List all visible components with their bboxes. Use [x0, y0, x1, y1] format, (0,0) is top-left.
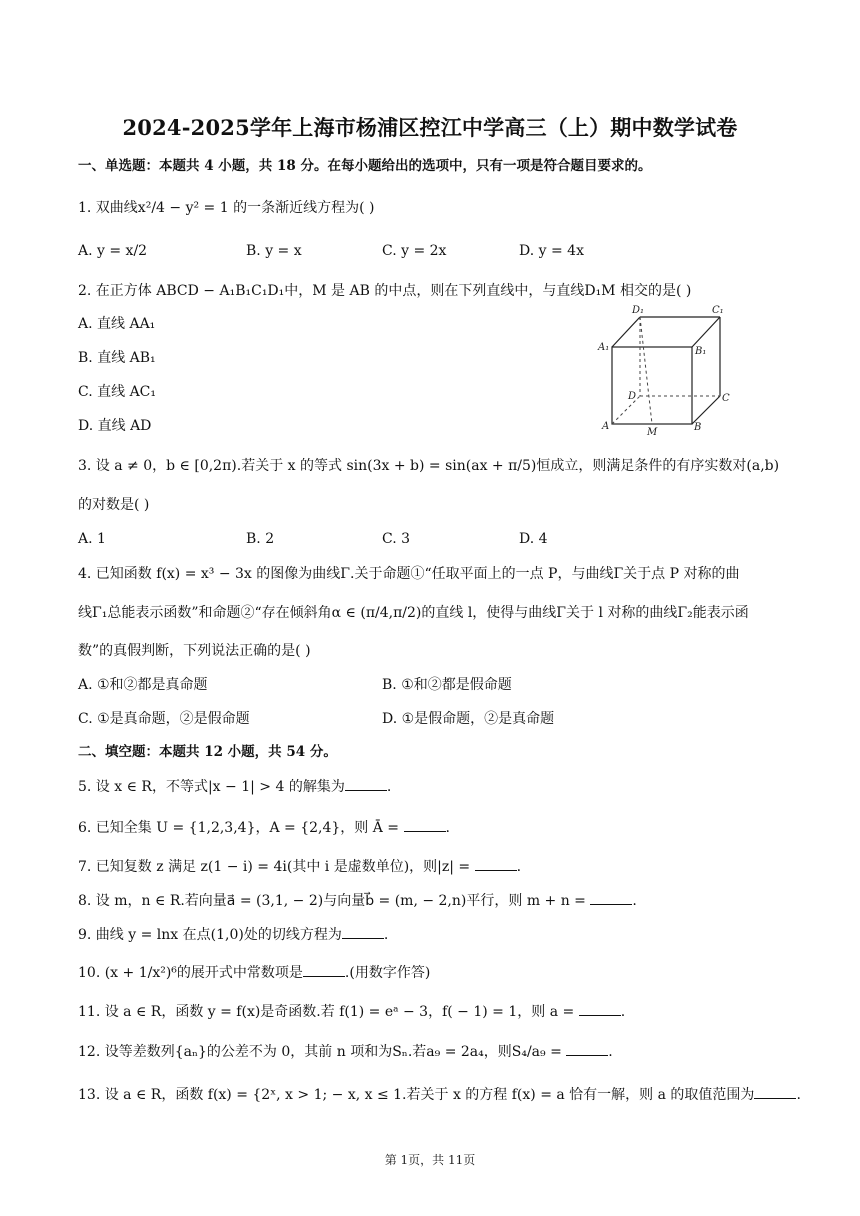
q1-option-d: D. y = 4x — [519, 243, 584, 259]
label-d1: D₁ — [632, 305, 645, 316]
question-7 — [78, 856, 521, 877]
q3-option-d: D. 4 — [519, 531, 548, 547]
q4-option-d: D. ①是假命题，②是真命题 — [382, 711, 555, 727]
question-11 — [78, 1001, 625, 1022]
question-9 — [78, 924, 388, 945]
question-6-text: 6. 已知全集 U = {1,2,3,4}，A = {2,4}，则 Ā = — [78, 820, 404, 836]
label-c: C — [722, 393, 730, 404]
question-11-text: 11. 设 a ∈ R，函数 y = f(x)是奇函数.若 f(1) = eᵃ − 3，f( − 1) = 1，则 a = — [78, 1004, 579, 1020]
question-5-text: 5. 设 x ∈ R，不等式|x − 1| > 4 的解集为 — [78, 779, 345, 795]
answer-blank — [345, 776, 387, 791]
answer-blank — [342, 924, 384, 939]
question-9-text: 9. 曲线 y = lnx 在点(1,0)处的切线方程为 — [78, 927, 342, 943]
question-13-text: 13. 设 a ∈ R，函数 f(x) = {2ˣ, x > 1; − x, x ≤ 1.若关于 x 的方程 f(x) = a 恰有一解，则 a 的取值范围为 — [78, 1087, 755, 1103]
q1-option-c: C. y = 2x — [382, 243, 447, 259]
question-9-end: . — [383, 927, 389, 943]
page-footer: 第 1页，共 11页 — [384, 1153, 476, 1167]
label-b: B — [694, 422, 702, 433]
label-c1: C₁ — [712, 305, 724, 316]
answer-blank — [566, 1041, 608, 1056]
q1-option-a: A. y = x/2 — [78, 243, 148, 259]
answer-blank — [579, 1001, 621, 1016]
q2-option-a: A. 直线 AA₁ — [78, 316, 156, 332]
q2-option-b: B. 直线 AB₁ — [78, 350, 156, 366]
line-d1m — [640, 317, 652, 424]
question-2-stem: 2. 在正方体 ABCD − A₁B₁C₁D₁中，M 是 AB 的中点，则在下列直线中，与直线D₁M 相交的是( ) — [78, 283, 692, 299]
question-8-text: 8. 设 m，n ∈ R.若向量a⃗ = (3,1, − 2)与向量b⃗ = (m, − 2,n)平行，则 m + n = — [78, 893, 591, 909]
question-10-end: .(用数字作答) — [344, 965, 431, 981]
question-6-end: . — [445, 820, 450, 836]
question-10-text: 10. (x + 1/x²)⁶的展开式中常数项是 — [78, 965, 303, 981]
answer-blank — [475, 856, 517, 871]
answer-blank — [404, 817, 446, 832]
section-heading-fill-blank: 二、填空题：本题共 12 小题，共 54 分。 — [78, 744, 337, 760]
q3-option-b: B. 2 — [246, 531, 275, 547]
page-title: 2024-2025学年上海市杨浦区控江中学高三（上）期中数学试卷 — [122, 115, 738, 140]
question-7-text: 7. 已知复数 z 满足 z(1 − i) = 4i(其中 i 是虚数单位)，则|z| = — [78, 859, 475, 875]
question-13 — [78, 1084, 801, 1105]
question-4-line-1: 4. 已知函数 f(x) = x³ − 3x 的图像为曲线Γ.关于命题①“任取平面上的一点 P，与曲线Γ关于点 P 对称的曲 — [78, 566, 740, 582]
question-3-line-1: 3. 设 a ≠ 0，b ∈ [0,2π).若关于 x 的等式 sin(3x + b) = sin(ax + π/5)恒成立，则满足条件的有序实数对(a,b) — [78, 458, 780, 474]
question-12-text: 12. 设等差数列{aₙ}的公差不为 0，其前 n 项和为Sₙ.若a₉ = 2a₄，则S₄/a₉ = — [78, 1044, 567, 1060]
question-1-stem: 1. 双曲线x²/4 − y² = 1 的一条渐近线方程为( ) — [78, 200, 375, 216]
question-5 — [78, 776, 391, 797]
question-5-end: . — [386, 779, 392, 795]
question-13-end: . — [796, 1087, 801, 1103]
q2-option-d: D. 直线 AD — [78, 418, 152, 434]
q2-option-c: C. 直线 AC₁ — [78, 384, 156, 400]
answer-blank — [590, 890, 632, 905]
question-11-end: . — [620, 1004, 626, 1020]
q4-option-b: B. ①和②都是假命题 — [382, 677, 512, 693]
q1-option-b: B. y = x — [246, 243, 302, 259]
question-10 — [78, 962, 430, 983]
cube-figure — [596, 302, 740, 438]
label-a1: A₁ — [598, 342, 610, 353]
question-8 — [78, 890, 637, 911]
q3-option-a: A. 1 — [78, 531, 106, 547]
q3-option-c: C. 3 — [382, 531, 411, 547]
q4-option-c: C. ①是真命题，②是假命题 — [78, 711, 250, 727]
section-heading-single-choice: 一、单选题：本题共 4 小题，共 18 分。在每小题给出的选项中，只有一项是符合题目要求的。 — [78, 158, 652, 174]
answer-blank — [303, 962, 345, 977]
answer-blank — [754, 1084, 796, 1099]
question-4-line-3: 数”的真假判断，下列说法正确的是( ) — [78, 643, 311, 659]
label-b1: B₁ — [695, 346, 707, 357]
question-12 — [78, 1041, 613, 1062]
question-4-line-2: 线Γ₁总能表示函数”和命题②“存在倾斜角α ∈ (π/4,π/2)的直线 l，使得与曲线Γ关于 l 对称的曲线Γ₂能表示函 — [78, 605, 749, 621]
question-6 — [78, 817, 450, 838]
label-m: M — [647, 427, 658, 438]
q4-option-a: A. ①和②都是真命题 — [78, 677, 208, 693]
question-12-end: . — [608, 1044, 613, 1060]
question-8-end: . — [632, 893, 637, 909]
label-d: D — [628, 391, 637, 402]
label-a: A — [602, 421, 610, 432]
question-3-line-2: 的对数是( ) — [78, 497, 150, 513]
cube-front-face — [612, 347, 692, 424]
question-7-end: . — [516, 859, 522, 875]
